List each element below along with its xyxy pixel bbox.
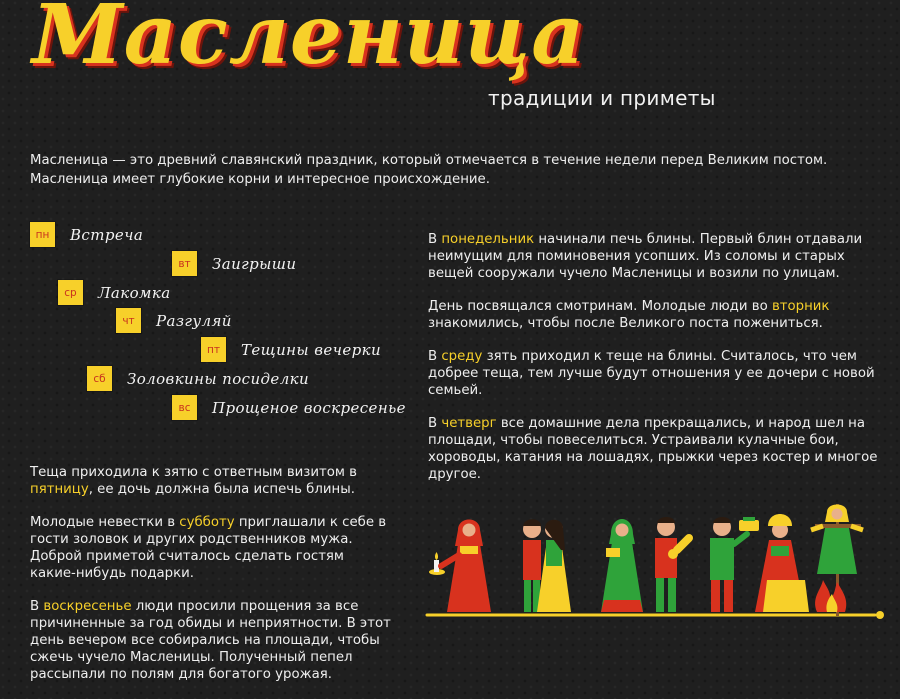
woman-red-figure [441, 520, 491, 613]
day-badge: пт [201, 337, 226, 362]
day-name: Встреча [70, 225, 144, 244]
monday-paragraph: В понедельник начинали печь блины. Первый блин отдавали неимущим для поминовения усопших. Из соломы и старых вещей сооружали чучело Масленицы и возили по улицам. [428, 232, 863, 281]
day-name: Золовкины посиделки [127, 369, 310, 388]
weekday-descriptions [428, 231, 878, 499]
highlight-day: субботу [179, 515, 235, 530]
highlight-day: вторник [771, 299, 830, 314]
woman-green-figure [601, 519, 643, 612]
day-thursday [116, 308, 232, 333]
page-title: Масленица [32, 0, 586, 83]
day-badge: чт [116, 308, 141, 333]
couple-figure [523, 519, 571, 612]
day-name: Заигрыши [212, 254, 297, 273]
tuesday-paragraph: День посвящался смотринам. Молодые люди во вторник знакомились, чтобы после Великого поста пожениться. [428, 299, 830, 331]
highlight-day: среду [441, 349, 483, 364]
day-monday [30, 222, 143, 247]
highlight-day: пятницу [30, 482, 89, 497]
day-badge: ср [58, 280, 83, 305]
woman-kokoshnik-figure [755, 514, 809, 612]
day-friday [201, 337, 381, 362]
fire-icon [815, 580, 846, 612]
friday-paragraph: Теща приходила к зятю с ответным визитом в пятницу, ее дочь должна была испечь блины. [30, 465, 357, 497]
day-name: Лакомка [98, 283, 171, 302]
festival-people-illustration [425, 500, 895, 655]
weekend-descriptions [30, 464, 392, 699]
highlight-day: понедельник [441, 232, 535, 247]
day-tuesday [172, 251, 296, 276]
day-saturday [87, 366, 309, 391]
thursday-paragraph: В четверг все домашние дела прекращались, и народ шел на площади, чтобы повеселиться. Устраивали кулачные бои, хороводы, катания на лошадях, прыжки через костер и многое другое. [428, 416, 878, 482]
man-green-figure [710, 517, 759, 612]
highlight-day: четверг [441, 416, 497, 431]
day-name: Прощеное воскресенье [212, 398, 406, 417]
highlight-day: воскресенье [43, 599, 132, 614]
sunday-paragraph: В воскресенье люди просили прощения за все причиненные за год обиды и неприятности. В этот день вечером все собирались на площади, чтобы сжечь чучело Масленицы. Полученный пепел рассыпали по полям для богатого урожая. [30, 599, 391, 682]
day-badge: вт [172, 251, 197, 276]
saturday-paragraph: Молодые невестки в субботу приглашали к себе в гости золовок и других родственников мужа. Доброй приметой считалось сделать гостям какие-нибудь подарки. [30, 515, 387, 581]
page-subtitle: традиции и приметы [488, 86, 716, 110]
day-badge: вс [172, 395, 197, 420]
day-sunday [172, 395, 406, 420]
man-balalaika-figure [655, 517, 689, 612]
day-name: Разгуляй [156, 311, 232, 330]
day-name: Тещины вечерки [241, 340, 382, 359]
wednesday-paragraph: В среду зять приходил к теще на блины. Считалось, что чем добрее теща, тем лучше будут отношения у ее дочери с новой семьей. [428, 349, 875, 398]
day-badge: сб [87, 366, 112, 391]
day-wednesday [58, 280, 171, 305]
intro-text: Масленица — это древний славянский праздник, который отмечается в течение недели перед Великим постом. Масленица имеет глубокие корни и интересное происхождение. [30, 153, 828, 187]
day-badge: пн [30, 222, 55, 247]
